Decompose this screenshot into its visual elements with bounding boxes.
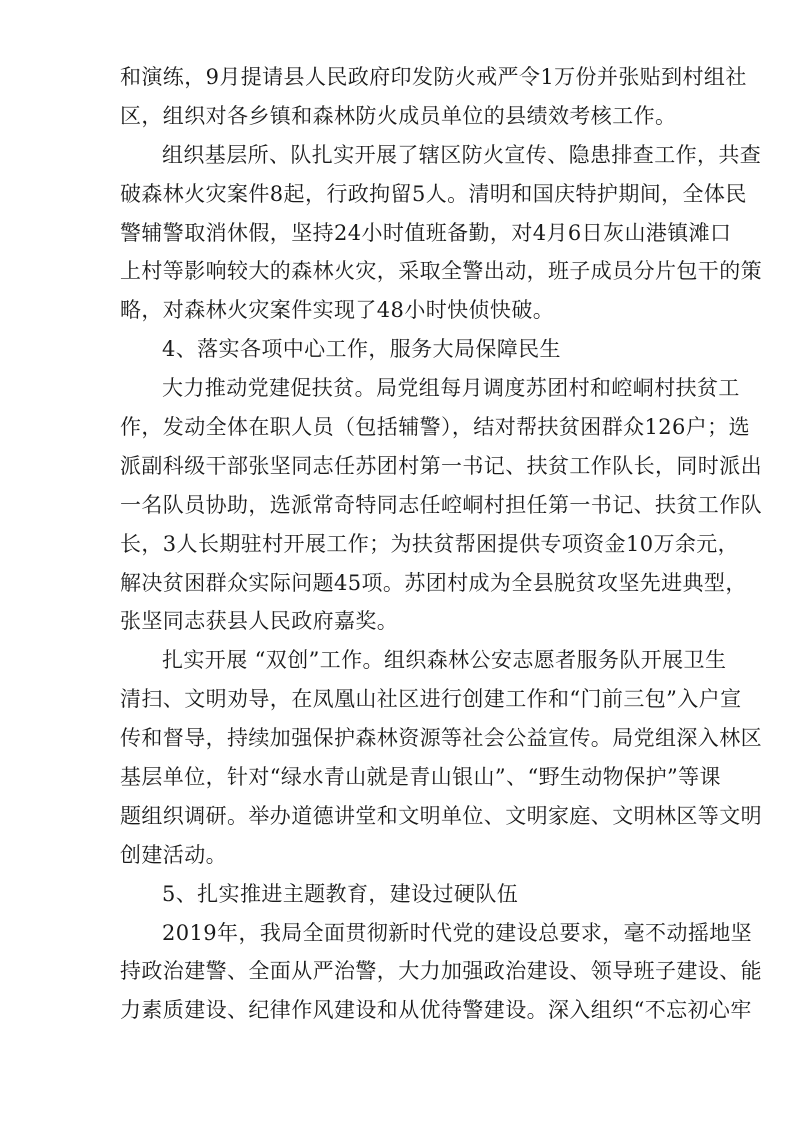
text-line: 和演练，9月提请县人民政府印发防火戒严令1万份并张贴到村组社: [120, 65, 747, 89]
text-line: 基层单位，针对“绿水青山就是青山银山”、“野生动物保护”等课: [120, 765, 721, 790]
text-line: 警辅警取消休假，坚持24小时值班备勤，对4月6日灰山港镇滩口: [120, 220, 732, 245]
text-line: 清扫、文明劝导，在凤凰山社区进行创建工作和“门前三包”入户宣: [120, 687, 742, 712]
text-line: 一名队员协助，选派常奇特同志任崆峒村担任第一书记、扶贫工作队: [120, 492, 762, 517]
text-line: 解决贫困群众实际问题45项。苏团村成为全县脱贫攻坚先进典型，: [120, 570, 747, 595]
section-heading-text: 4、落实各项中心工作，服务大局保障民生: [162, 337, 561, 362]
section-heading-5: [120, 875, 678, 914]
section-heading-4: [120, 330, 678, 369]
text-line: 传和督导，持续加强保护森林资源等社会公益宣传。局党组深入林区: [120, 726, 762, 751]
text-line: 派副科级干部张坚同志任苏团村第一书记、扶贫工作队长，同时派出: [120, 453, 762, 478]
text-line: 张坚同志获县人民政府嘉奖。: [120, 609, 399, 634]
text-line: 持政治建警、全面从严治警，大力加强政治建设、领导班子建设、能: [120, 959, 762, 984]
text-line: 2019年，我局全面贯彻新时代党的建设总要求，毫不动摇地坚: [162, 920, 753, 945]
paragraph-poverty-alleviation: [120, 369, 762, 641]
text-line: 组织基层所、队扎实开展了辖区防火宣传、隐患排查工作，共查: [162, 142, 762, 167]
text-line: 扎实开展 “双创”工作。组织森林公安志愿者服务队开展卫生: [162, 648, 727, 673]
text-line: 力素质建设、纪律作风建设和从优待警建设。深入组织“不忘初心牢: [120, 998, 752, 1023]
text-line: 作，发动全体在职人员（包括辅警），结对帮扶贫困群众126户；选: [120, 415, 750, 440]
paragraph-civilization-campaign: [120, 641, 762, 874]
paragraph-theme-education: [120, 914, 762, 1031]
text-line: 创建活动。: [120, 842, 227, 867]
text-line: 大力推动党建促扶贫。局党组每月调度苏团村和崆峒村扶贫工: [162, 376, 740, 401]
text-line: 题组织调研。举办道德讲堂和文明单位、文明家庭、文明林区等文明: [120, 803, 762, 828]
text-line: 区，组织对各乡镇和森林防火成员单位的县绩效考核工作。: [120, 103, 677, 128]
text-line: 破森林火灾案件8起，行政拘留5人。清明和国庆特护期间，全体民: [120, 181, 747, 206]
text-line: 略，对森林火灾案件实现了48小时快侦快破。: [120, 298, 555, 323]
document-body: [120, 58, 762, 1030]
paragraph-fire-cases: [120, 136, 762, 330]
text-line: 长，3人长期驻村开展工作；为扶贫帮困提供专项资金10万余元，: [120, 531, 740, 556]
paragraph-fire-drill: [120, 58, 747, 136]
text-line: 上村等影响较大的森林火灾，采取全警出动，班子成员分片包干的策: [120, 259, 762, 284]
section-heading-text: 5、扎实推进主题教育，建设过硬队伍: [162, 881, 519, 906]
